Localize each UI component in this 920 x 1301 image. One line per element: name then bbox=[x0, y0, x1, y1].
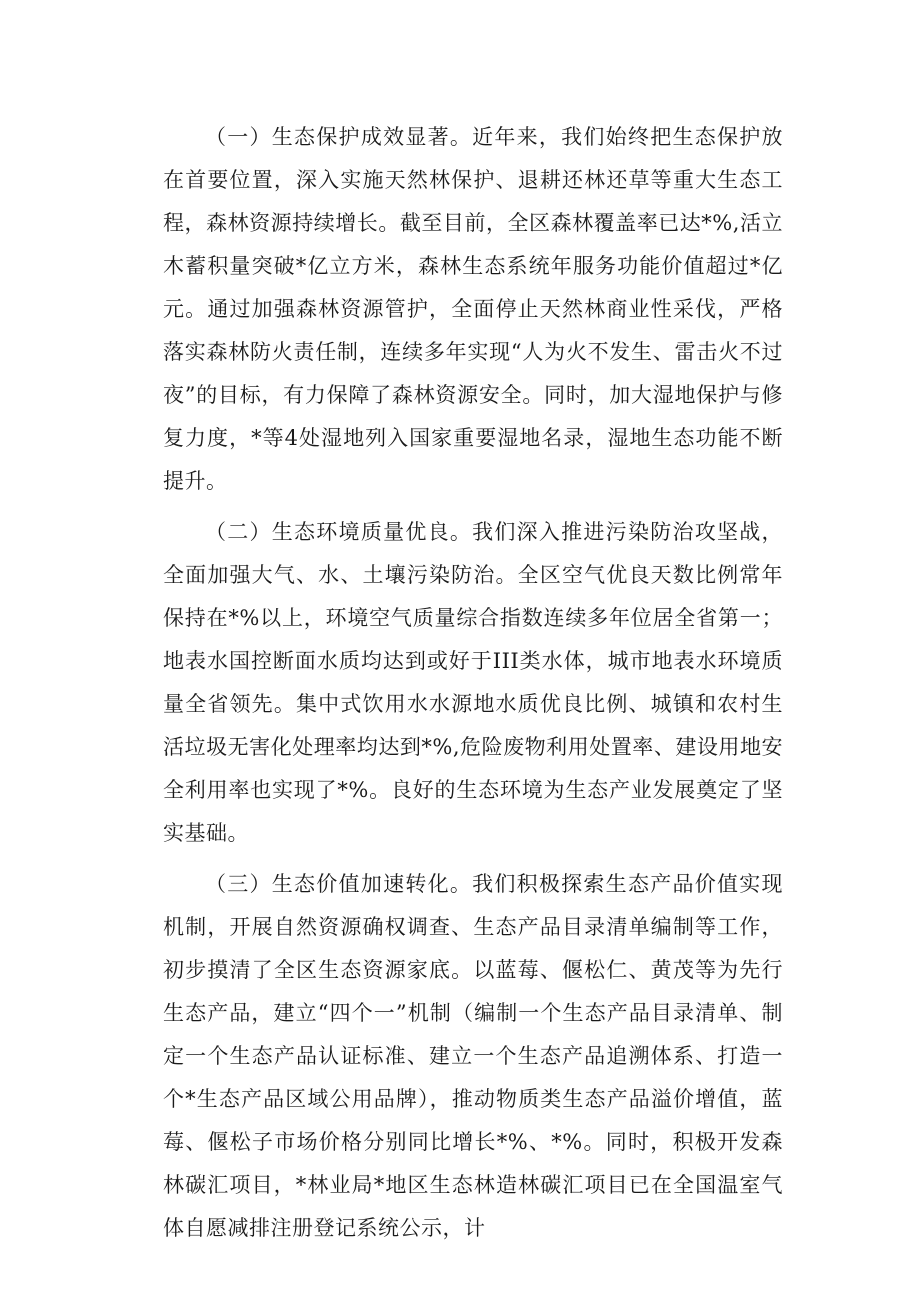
paragraph-ecological-protection: （一）生态保护成效显著。近年来，我们始终把生态保护放在首要位置，深入实施天然林保护、退耕还林还草等重大生态工程，森林资源持续增长。截至目前，全区森林覆盖率已达*%,活立木蓄积量突破*亿立方米，森林生态系统年服务功能价值超过*亿元。通过加强森林资源管护，全面停止天然林商业性采伐，严格落实森林防火责任制，连续多年实现“人为火不发生、雷击火不过夜”的目标，有力保障了森林资源安全。同时，加大湿地保护与修复力度，*等4处湿地列入国家重要湿地名录，湿地生态功能不断提升。 bbox=[163, 125, 783, 493]
document-body bbox=[163, 116, 783, 1258]
paragraph-environment-quality: （二）生态环境质量优良。我们深入推进污染防治攻坚战，全面加强大气、水、土壤污染防治。全区空气优良天数比例常年保持在*%以上，环境空气质量综合指数连续多年位居全省第一；地表水国控断面水质均达到或好于III类水体，城市地表水环境质量全省领先。集中式饮用水水源地水质优良比例、城镇和农村生活垃圾无害化处理率均达到*%,危险废物利用处置率、建设用地安全利用率也实现了*%。良好的生态环境为生态产业发展奠定了坚实基础。 bbox=[163, 520, 783, 845]
paragraph-ecological-value: （三）生态价值加速转化。我们积极探索生态产品价值实现机制，开展自然资源确权调查、生态产品目录清单编制等工作，初步摸清了全区生态资源家底。以蓝莓、偃松仁、黄茂等为先行生态产品，建立“四个一”机制（编制一个生态产品目录清单、制定一个生态产品认证标准、建立一个生态产品追溯体系、打造一个*生态产品区域公用品牌），推动物质类生态产品溢价增值，蓝莓、偃松子市场价格分别同比增长*%、*%。同时，积极开发森林碳汇项目，*林业局*地区生态林造林碳汇项目已在全国温室气体自愿减排注册登记系统公示，计 bbox=[163, 872, 783, 1240]
